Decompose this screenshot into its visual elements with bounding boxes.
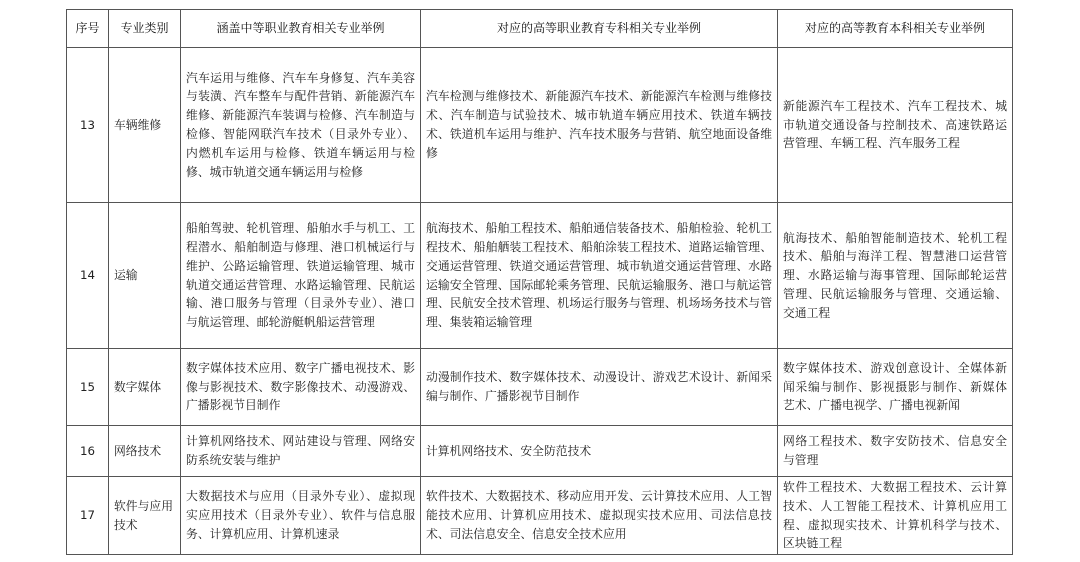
undergraduate-majors-cell: 数字媒体技术、游戏创意设计、全媒体新闻采编与制作、影视摄影与制作、新媒体艺术、广播电视学、广播电视新闻 [778,349,1013,426]
seq-cell: 14 [67,203,109,349]
vocational-majors-cell: 汽车检测与维修技术、新能源汽车技术、新能源汽车检测与维修技术、汽车制造与试验技术、城市轨道车辆应用技术、铁道车辆技术、铁道机车运用与维护、汽车技术服务与营销、航空地面设备维修 [421,48,778,203]
vocational-majors-cell: 动漫制作技术、数字媒体技术、动漫设计、游戏艺术设计、新闻采编与制作、广播影视节目制作 [421,349,778,426]
table-header-row [67,10,1013,48]
header-category: 专业类别 [109,10,181,48]
category-cell: 车辆维修 [109,48,181,203]
category-cell: 数字媒体 [109,349,181,426]
undergraduate-majors-cell: 网络工程技术、数字安防技术、信息安全与管理 [778,426,1013,477]
table-row [67,203,1013,349]
header-secondary: 涵盖中等职业教育相关专业举例 [181,10,421,48]
vocational-majors-cell: 计算机网络技术、安全防范技术 [421,426,778,477]
table-row [67,48,1013,203]
category-cell: 软件与应用技术 [109,477,181,555]
table-row [67,477,1013,555]
undergraduate-majors-cell: 新能源汽车工程技术、汽车工程技术、城市轨道交通设备与控制技术、高速铁路运营管理、车辆工程、汽车服务工程 [778,48,1013,203]
table-row [67,426,1013,477]
seq-cell: 17 [67,477,109,555]
category-cell: 网络技术 [109,426,181,477]
header-seq: 序号 [67,10,109,48]
secondary-majors-cell: 汽车运用与维修、汽车车身修复、汽车美容与装潢、汽车整车与配件营销、新能源汽车维修、新能源汽车装调与检修、汽车制造与检修、智能网联汽车技术（目录外专业）、内燃机车运用与检修、铁道车辆运用与检修、城市轨道交通车辆运用与检修 [181,48,421,203]
header-vocational: 对应的高等职业教育专科相关专业举例 [421,10,778,48]
secondary-majors-cell: 船舶驾驶、轮机管理、船舶水手与机工、工程潜水、船舶制造与修理、港口机械运行与维护、公路运输管理、铁道运输管理、城市轨道交通运营管理、水路运输管理、民航运输、港口服务与管理（目录外专业）、港口与航运管理、邮轮游艇帆船运营管理 [181,203,421,349]
vocational-majors-cell: 航海技术、船舶工程技术、船舶通信装备技术、船舶检验、轮机工程技术、船舶舾装工程技术、船舶涂装工程技术、道路运输管理、交通运营管理、铁道交通运营管理、城市轨道交通运营管理、水路运输安全管理、国际邮轮乘务管理、民航运输服务、港口与航运管理、民航安全技术管理、机场运行服务与管理、机场场务技术与管理、集装箱运输管理 [421,203,778,349]
secondary-majors-cell: 数字媒体技术应用、数字广播电视技术、影像与影视技术、数字影像技术、动漫游戏、广播影视节目制作 [181,349,421,426]
seq-cell: 16 [67,426,109,477]
undergraduate-majors-cell: 软件工程技术、大数据工程技术、云计算技术、人工智能工程技术、计算机应用工程、虚拟现实技术、计算机科学与技术、区块链工程 [778,477,1013,555]
undergraduate-majors-cell: 航海技术、船舶智能制造技术、轮机工程技术、船舶与海洋工程、智慧港口运营管理、水路运输与海事管理、国际邮轮运营管理、民航运输服务与管理、交通运输、交通工程 [778,203,1013,349]
vocational-majors-cell: 软件技术、大数据技术、移动应用开发、云计算技术应用、人工智能技术应用、计算机应用技术、虚拟现实技术应用、司法信息技术、司法信息安全、信息安全技术应用 [421,477,778,555]
header-undergraduate: 对应的高等教育本科相关专业举例 [778,10,1013,48]
secondary-majors-cell: 大数据技术与应用（目录外专业）、虚拟现实应用技术（目录外专业）、软件与信息服务、计算机应用、计算机速录 [181,477,421,555]
category-cell: 运输 [109,203,181,349]
majors-table [66,9,1013,555]
seq-cell: 15 [67,349,109,426]
secondary-majors-cell: 计算机网络技术、网站建设与管理、网络安防系统安装与维护 [181,426,421,477]
seq-cell: 13 [67,48,109,203]
table-row [67,349,1013,426]
